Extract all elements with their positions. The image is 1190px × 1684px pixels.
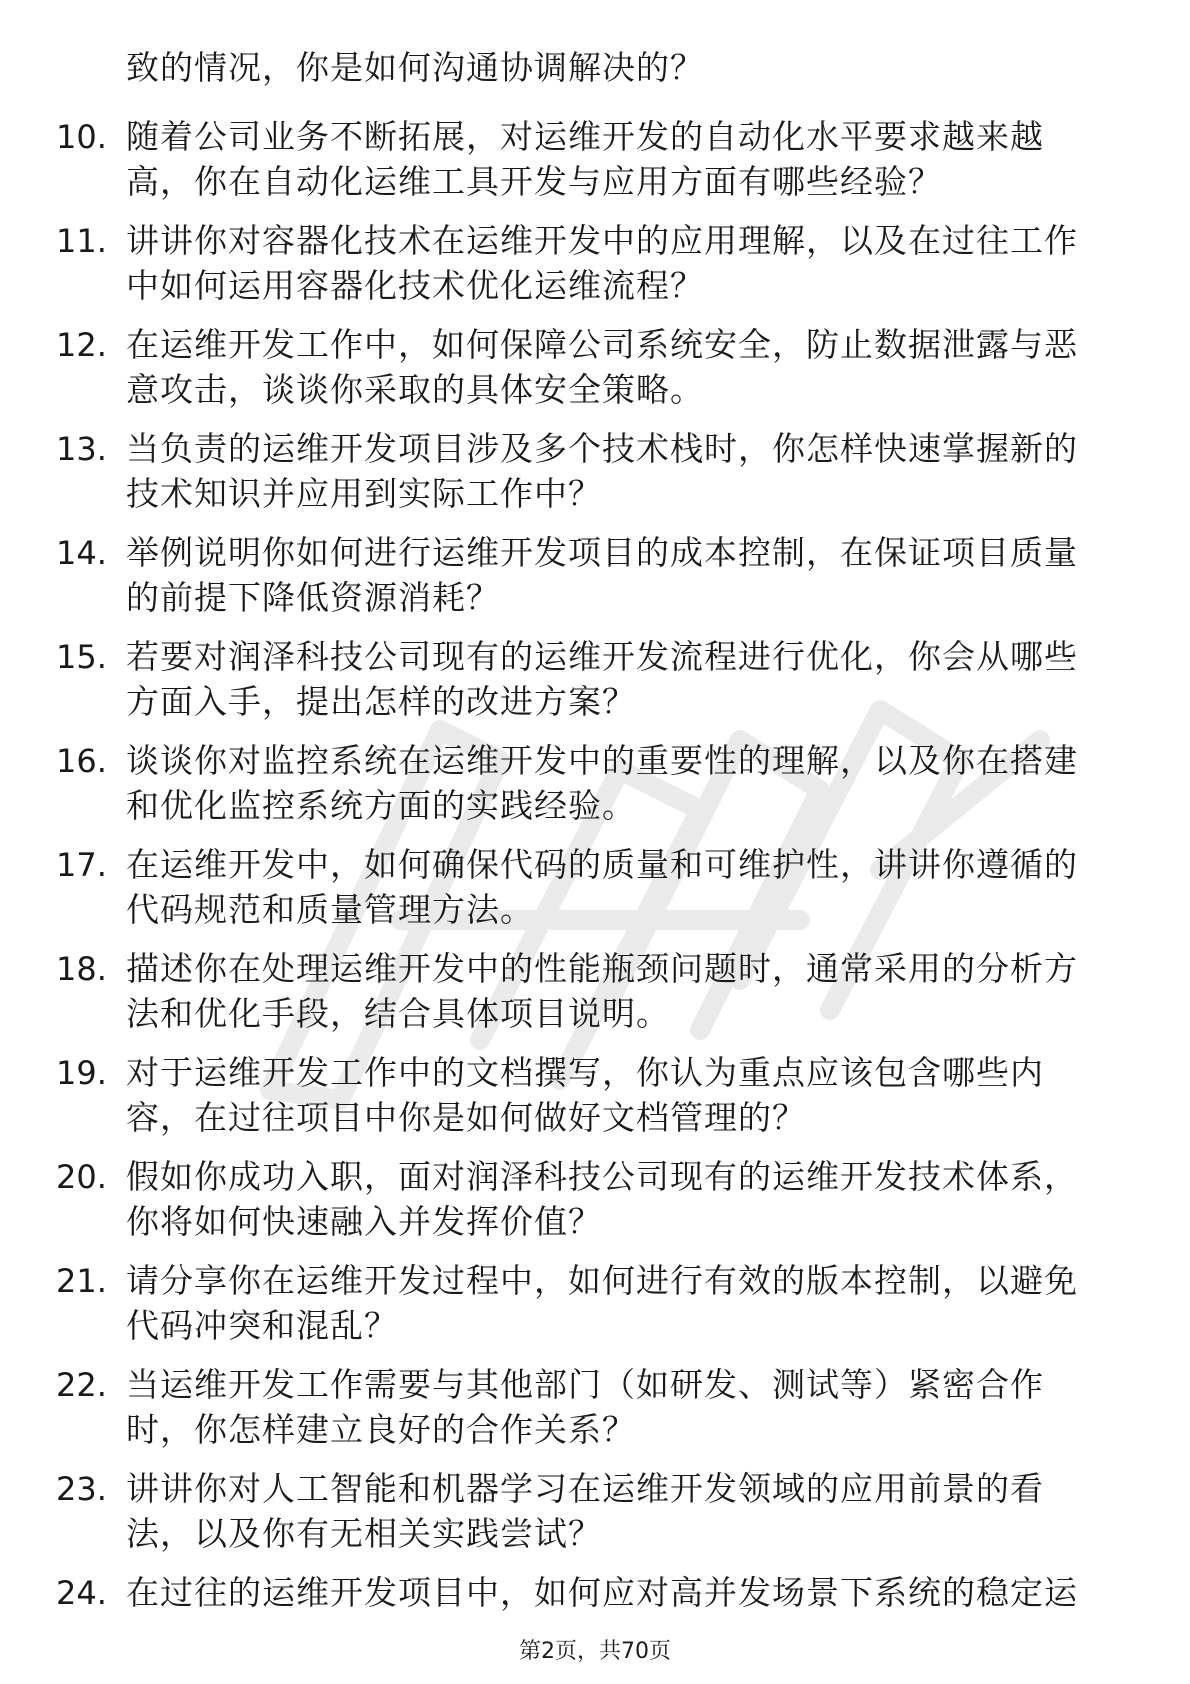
question-text-line: 在运维开发工作中，如何保障公司系统安全，防止数据泄露与恶: [126, 325, 1078, 364]
question-text-line: 时，你怎样建立良好的合作关系？: [126, 1410, 636, 1449]
question-number: 17.: [56, 846, 107, 884]
question-text-line: 谈谈你对监控系统在运维开发中的重要性的理解，以及你在搭建: [126, 741, 1078, 780]
question-item: [0, 107, 1190, 211]
question-number: 23.: [56, 1470, 107, 1508]
question-item: [0, 731, 1190, 835]
question-item: [0, 1043, 1190, 1147]
question-text-line: 对于运维开发工作中的文档撰写，你认为重点应该包含哪些内: [126, 1053, 1044, 1092]
question-number: 14.: [56, 534, 107, 572]
question-number: 16.: [56, 742, 107, 780]
question-item: [0, 315, 1190, 419]
question-text-line: 中如何运用容器化技术优化运维流程？: [126, 266, 704, 305]
question-text-line: 高，你在自动化运维工具开发与应用方面有哪些经验？: [126, 162, 942, 201]
question-text-line: 若要对润泽科技公司现有的运维开发流程进行优化，你会从哪些: [126, 637, 1078, 676]
question-text-line: 请分享你在运维开发过程中，如何进行有效的版本控制，以避免: [126, 1261, 1078, 1300]
question-text-line: 当运维开发工作需要与其他部门（如研发、测试等）紧密合作: [126, 1365, 1044, 1404]
question-text-line: 讲讲你对人工智能和机器学习在运维开发领域的应用前景的看: [126, 1469, 1044, 1508]
page-footer: 第2页，共70页: [519, 1639, 671, 1664]
question-item: [0, 835, 1190, 939]
question-text-line: 法，以及你有无相关实践尝试？: [126, 1514, 602, 1553]
question-item: [0, 939, 1190, 1043]
continued-question-text: 致的情况，你是如何沟通协调解决的？: [126, 48, 704, 87]
question-text-line: 法和优化手段，结合具体项目说明。: [126, 994, 670, 1033]
question-number: 20.: [56, 1158, 107, 1196]
question-item: [0, 1147, 1190, 1251]
question-text-line: 容，在过往项目中你是如何做好文档管理的？: [126, 1098, 806, 1137]
question-text-line: 代码冲突和混乱？: [126, 1306, 398, 1345]
question-text-line: 方面入手，提出怎样的改进方案？: [126, 682, 636, 721]
question-text-line: 代码规范和质量管理方法。: [126, 890, 534, 929]
question-item: [0, 627, 1190, 731]
question-number: 22.: [56, 1366, 107, 1404]
question-number: 13.: [56, 430, 107, 468]
question-item: [0, 1355, 1190, 1459]
question-text-line: 你将如何快速融入并发挥价值？: [126, 1202, 602, 1241]
question-text-line: 在过往的运维开发项目中，如何应对高并发场景下系统的稳定运: [126, 1573, 1078, 1612]
question-text-line: 在运维开发中，如何确保代码的质量和可维护性，讲讲你遵循的: [126, 845, 1078, 884]
question-item: [0, 1459, 1190, 1563]
question-number: 19.: [56, 1054, 107, 1092]
question-number: 10.: [56, 118, 107, 156]
question-item: [0, 211, 1190, 315]
question-number: 12.: [56, 326, 107, 364]
question-text-line: 随着公司业务不断拓展，对运维开发的自动化水平要求越来越: [126, 117, 1044, 156]
question-text-line: 讲讲你对容器化技术在运维开发中的应用理解，以及在过往工作: [126, 221, 1078, 260]
question-item: [0, 419, 1190, 523]
question-list: [0, 107, 1190, 1667]
question-text-line: 举例说明你如何进行运维开发项目的成本控制，在保证项目质量: [126, 533, 1078, 572]
question-text-line: 和优化监控系统方面的实践经验。: [126, 786, 636, 825]
question-text-line: 的前提下降低资源消耗？: [126, 578, 500, 617]
question-text-line: 技术知识并应用到实际工作中？: [126, 474, 602, 513]
question-text-line: 描述你在处理运维开发中的性能瓶颈问题时，通常采用的分析方: [126, 949, 1078, 988]
question-item: [0, 523, 1190, 627]
question-number: 21.: [56, 1262, 107, 1300]
question-text-line: 假如你成功入职，面对润泽科技公司现有的运维开发技术体系，: [126, 1157, 1078, 1196]
question-number: 18.: [56, 950, 107, 988]
question-number: 15.: [56, 638, 107, 676]
question-item: [0, 1251, 1190, 1355]
question-number: 11.: [56, 222, 107, 260]
question-text-line: 意攻击，谈谈你采取的具体安全策略。: [126, 370, 704, 409]
question-text-line: 当负责的运维开发项目涉及多个技术栈时，你怎样快速掌握新的: [126, 429, 1078, 468]
question-number: 24.: [56, 1574, 107, 1612]
